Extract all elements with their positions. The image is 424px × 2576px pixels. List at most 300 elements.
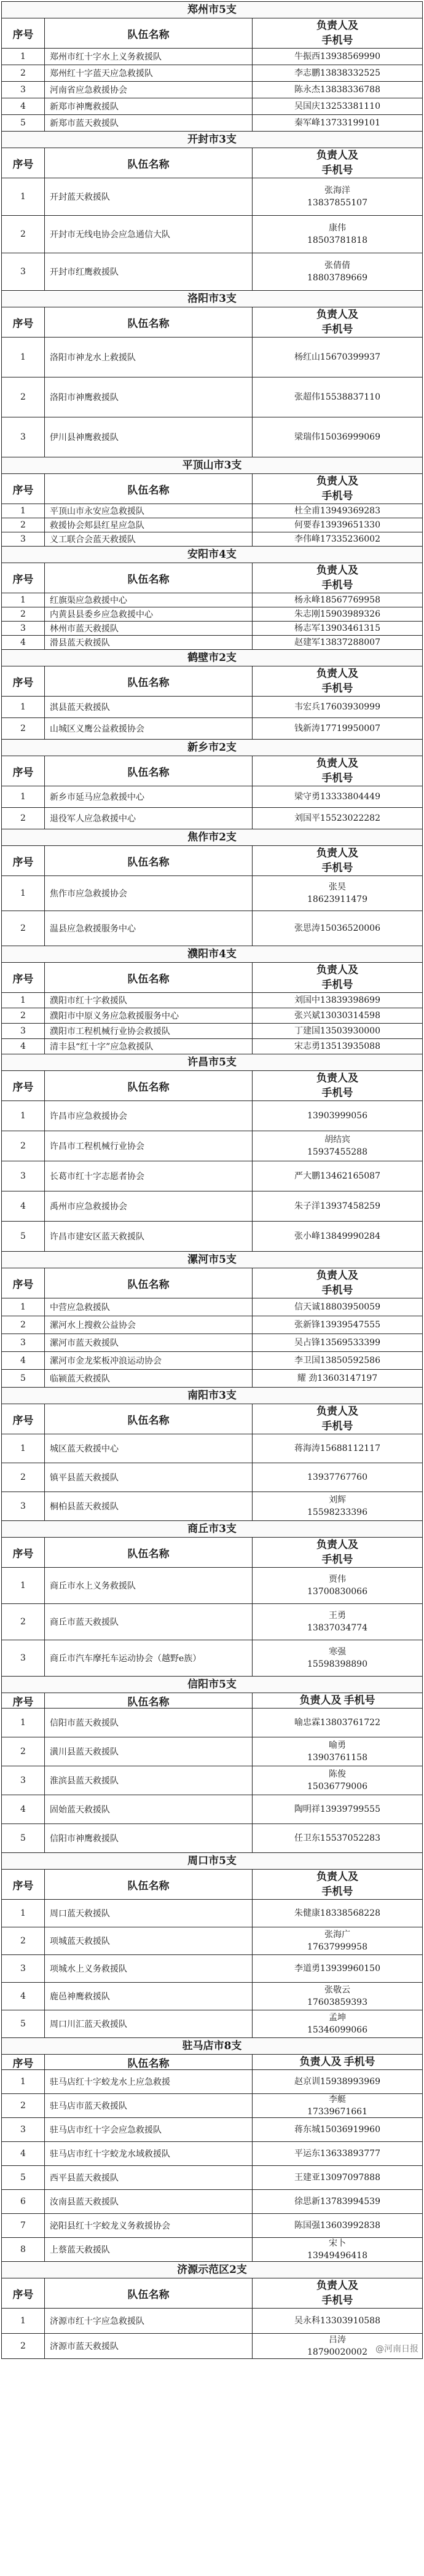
- table-row: [2, 377, 422, 417]
- table-row: [2, 2189, 422, 2213]
- row-team: 固始蓝天救援队: [45, 1795, 253, 1823]
- row-team: 驻马店市红十字蛟龙水域救援队: [45, 2142, 253, 2165]
- table-row: [2, 1038, 422, 1054]
- row-contact: [253, 178, 422, 215]
- city-section: [2, 739, 422, 829]
- header-team: 队伍名称: [45, 148, 253, 178]
- row-team: 许昌市工程机械行业协会: [45, 1131, 253, 1161]
- row-contact: [253, 2142, 422, 2165]
- contact-text: 李志鹏13838332525: [294, 68, 380, 78]
- header-contact-line2: 手机号: [321, 34, 353, 47]
- row-contact: [253, 1316, 422, 1333]
- row-contact: [253, 1709, 422, 1737]
- row-contact: [253, 1604, 422, 1640]
- row-seq: 2: [2, 911, 45, 946]
- city-section: [2, 2, 422, 131]
- contact-phone: 13700830066: [307, 1587, 367, 1597]
- row-seq: 2: [2, 1463, 45, 1491]
- row-seq: 3: [2, 622, 45, 635]
- row-seq: 1: [2, 2070, 45, 2093]
- row-team: 驻马店红十字蛟龙水上应急救援: [45, 2070, 253, 2093]
- table-row: [2, 717, 422, 739]
- contact-phone: 17339671661: [307, 2107, 367, 2117]
- row-seq: 1: [2, 1434, 45, 1463]
- table-row: [2, 1333, 422, 1351]
- header-contact-line1: 负责人及: [316, 964, 358, 976]
- row-seq: 1: [2, 178, 45, 215]
- table-row: [2, 1491, 422, 1520]
- contact-text: 吴国庆13253381110: [294, 101, 380, 111]
- row-team: 开封蓝天救援队: [45, 178, 253, 215]
- row-contact: [253, 1222, 422, 1251]
- row-seq: 2: [2, 1737, 45, 1766]
- row-seq: 2: [2, 1927, 45, 1954]
- row-seq: 2: [2, 607, 45, 621]
- row-contact: [253, 911, 422, 946]
- table-row: [2, 253, 422, 290]
- table-header: [2, 1537, 422, 1567]
- header-contact-line2: 手机号: [321, 1886, 353, 1898]
- row-seq: 2: [2, 216, 45, 253]
- row-contact: [253, 518, 422, 532]
- contact-text: 韦宏兵17603930999: [294, 702, 380, 712]
- row-contact: [253, 1131, 422, 1161]
- row-team: 驻马店市蓝天救援队: [45, 2094, 253, 2117]
- table-header: [2, 1404, 422, 1434]
- row-team: 鹿邑神鹰救援队: [45, 1983, 253, 2010]
- header-contact: [253, 1404, 422, 1434]
- row-seq: 4: [2, 1039, 45, 1054]
- city-section: [2, 131, 422, 290]
- header-seq: 序号: [2, 666, 45, 696]
- contact-name: 寒强: [329, 1647, 346, 1657]
- table-row: [2, 504, 422, 518]
- header-seq: 序号: [2, 1538, 45, 1567]
- header-contact: [253, 2055, 422, 2069]
- header-contact: [253, 1268, 422, 1298]
- header-contact-line1: 负责人及: [316, 20, 358, 32]
- row-team: 潢川县蓝天救援队: [45, 1737, 253, 1766]
- table-header: [2, 18, 422, 48]
- city-title: 平顶山市3支: [2, 457, 422, 473]
- contact-phone: 王建亚13097097888: [294, 2173, 380, 2183]
- row-seq: 2: [2, 718, 45, 739]
- row-team: 河南省应急救援协会: [45, 82, 253, 98]
- header-contact-line1: 负责人及: [316, 1871, 358, 1883]
- row-team: 郑州市红十字水上义务救援队: [45, 49, 253, 65]
- row-seq: 1: [2, 786, 45, 807]
- header-seq: 序号: [2, 474, 45, 504]
- row-team: 滑县蓝天救援队: [45, 636, 253, 649]
- row-seq: 5: [2, 1370, 45, 1387]
- city-title: 南阳市3支: [2, 1388, 422, 1404]
- table-header: [2, 307, 422, 337]
- header-team: 队伍名称: [45, 963, 253, 992]
- row-seq: 4: [2, 1191, 45, 1221]
- city-title: 周口市5支: [2, 1853, 422, 1869]
- header-seq: 序号: [2, 1071, 45, 1100]
- contact-name: 陈俊: [329, 1769, 346, 1779]
- header-contact-line1: 负责人及: [316, 1072, 358, 1085]
- contact-text: 张兴斌13030314598: [294, 1011, 380, 1021]
- contact-text: 吴占锋13569533399: [294, 1338, 380, 1348]
- header-seq: 序号: [2, 2055, 45, 2069]
- contact-text: 朱志刚15903989326: [294, 609, 380, 619]
- table-row: [2, 2141, 422, 2165]
- header-seq: 序号: [2, 846, 45, 875]
- table-row: [2, 532, 422, 546]
- header-contact: [253, 1538, 422, 1567]
- contact-text: 钱新涛17719950007: [294, 724, 380, 733]
- table-row: [2, 1766, 422, 1795]
- city-section: [2, 1676, 422, 1852]
- row-team: 漯河市蓝天救援队: [45, 1334, 253, 1351]
- row-team: 洛阳市神鹰救援队: [45, 377, 253, 417]
- row-contact: [253, 1008, 422, 1023]
- row-contact: [253, 1191, 422, 1221]
- contact-text: 何要春13939651330: [294, 520, 380, 530]
- row-contact: [253, 718, 422, 739]
- row-contact: [253, 49, 422, 65]
- table-header: [2, 2278, 422, 2308]
- city-section: [2, 2037, 422, 2261]
- row-team: 信阳市神鹰救援队: [45, 1824, 253, 1852]
- contact-text: 杜全甫13949369283: [294, 506, 380, 516]
- table-row: [2, 1008, 422, 1023]
- contact-phone: 18803789669: [307, 273, 367, 283]
- header-seq: 序号: [2, 307, 45, 337]
- table-row: [2, 417, 422, 457]
- row-team: 洛阳市神龙水上救援队: [45, 338, 253, 377]
- row-team: 红旗渠应急救援中心: [45, 593, 253, 607]
- row-contact: [253, 1492, 422, 1520]
- header-contact-line2: 手机号: [321, 323, 353, 336]
- contact-name: 贾伟: [329, 1574, 346, 1584]
- row-contact: [253, 1101, 422, 1131]
- row-team: 濮阳市中原义务应急救援服务中心: [45, 1008, 253, 1023]
- city-section: [2, 457, 422, 546]
- table-header: [2, 563, 422, 593]
- table-row: [2, 1191, 422, 1221]
- header-team: 队伍名称: [45, 2278, 253, 2308]
- contact-text: 杨志军13903461315: [294, 623, 380, 633]
- row-seq: 5: [2, 115, 45, 131]
- contact-phone: 18623911479: [307, 895, 367, 904]
- table-row: [2, 1351, 422, 1369]
- contact-phone: 15598233396: [307, 1507, 367, 1517]
- row-team: 商丘市汽车摩托车运动协会（越野e族）: [45, 1640, 253, 1676]
- city-section: [2, 1054, 422, 1251]
- header-contact: [253, 307, 422, 337]
- table-row: [2, 2165, 422, 2189]
- row-contact: [253, 1039, 422, 1054]
- table-header: [2, 1268, 422, 1298]
- header-team: 队伍名称: [45, 1268, 253, 1298]
- row-team: 淮滨县蓝天救援队: [45, 1766, 253, 1795]
- row-contact: [253, 2309, 422, 2333]
- table-row: [2, 635, 422, 649]
- table-row: [2, 2010, 422, 2037]
- row-contact: [253, 65, 422, 81]
- contact-name: 张昊: [329, 882, 346, 892]
- table-row: [2, 1823, 422, 1852]
- city-section: [2, 546, 422, 649]
- table-row: [2, 1899, 422, 1927]
- row-team: 西平县蓝天救援队: [45, 2166, 253, 2189]
- row-seq: 4: [2, 1352, 45, 1369]
- row-seq: 1: [2, 504, 45, 518]
- row-contact: [253, 636, 422, 649]
- row-team: 新乡市延马应急救援中心: [45, 786, 253, 807]
- row-seq: 4: [2, 636, 45, 649]
- header-seq: 序号: [2, 563, 45, 593]
- row-contact: [253, 82, 422, 98]
- row-team: 山城区义鹰公益救援协会: [45, 718, 253, 739]
- table-header: [2, 666, 422, 696]
- header-contact: [253, 1870, 422, 1899]
- table-header: [2, 1693, 422, 1708]
- row-seq: 2: [2, 1604, 45, 1640]
- contact-phone: 15346099066: [307, 2025, 367, 2035]
- table-row: [2, 1927, 422, 1954]
- contact-text: 陈永杰13838336788: [294, 85, 380, 95]
- table-row: [2, 178, 422, 215]
- header-contact-line2: 手机号: [321, 1554, 353, 1566]
- row-seq: 3: [2, 82, 45, 98]
- contact-phone: 张小峰13849990284: [294, 1231, 380, 1241]
- row-team: 中营应急救援队: [45, 1298, 253, 1316]
- table-row: [2, 2117, 422, 2141]
- header-seq: 序号: [2, 1268, 45, 1298]
- row-contact: [253, 1434, 422, 1463]
- header-seq: 序号: [2, 1693, 45, 1708]
- header-seq: 序号: [2, 1870, 45, 1899]
- contact-phone: 13903761158: [307, 1753, 367, 1763]
- table-row: [2, 607, 422, 621]
- city-title: 濮阳市4支: [2, 946, 422, 962]
- header-contact: [253, 2278, 422, 2308]
- row-team: 救援协会郏县红星应急队: [45, 518, 253, 532]
- row-contact: [253, 532, 422, 546]
- contact-text: 李卫国13850592586: [294, 1356, 380, 1365]
- city-section: [2, 1387, 422, 1520]
- header-contact-line1: 负责人及: [316, 564, 358, 577]
- row-seq: 6: [2, 2190, 45, 2213]
- table-row: [2, 1023, 422, 1038]
- row-seq: 3: [2, 1766, 45, 1795]
- row-team: 退役军人应急救援中心: [45, 808, 253, 829]
- contact-name: 张敬云: [324, 1985, 350, 1995]
- table-header: [2, 756, 422, 786]
- row-contact: [253, 786, 422, 807]
- row-contact: [253, 1640, 422, 1676]
- contact-name: 喻勇: [329, 1740, 346, 1750]
- contact-text: 梁守勇13333804449: [294, 792, 380, 802]
- row-contact: [253, 1334, 422, 1351]
- row-team: 济源市蓝天救援队: [45, 2334, 253, 2358]
- header-contact-line1: 负责人及: [316, 668, 358, 680]
- row-team: 平顶山市永安应急救援队: [45, 504, 253, 518]
- header-seq: 序号: [2, 963, 45, 992]
- table-header: [2, 2054, 422, 2069]
- table-row: [2, 114, 422, 131]
- row-seq: 1: [2, 593, 45, 607]
- row-seq: 1: [2, 1709, 45, 1737]
- row-contact: [253, 115, 422, 131]
- contact-text: 刘国平15523022282: [294, 813, 380, 823]
- header-contact-line1: 负责人及: [316, 1539, 358, 1551]
- watermark-text: @河南日报: [375, 2344, 418, 2354]
- header-team: 队伍名称: [45, 1870, 253, 1899]
- table-row: [2, 2333, 422, 2358]
- table-row: [2, 337, 422, 377]
- table-row: [2, 1603, 422, 1640]
- row-contact: [253, 808, 422, 829]
- table-row: [2, 1567, 422, 1603]
- table-row: [2, 81, 422, 98]
- row-contact: [253, 1463, 422, 1491]
- contact-phone: 蒋东城15036919960: [294, 2125, 380, 2135]
- city-title: 焦作市2支: [2, 829, 422, 845]
- row-seq: 3: [2, 2118, 45, 2141]
- row-contact: [253, 1352, 422, 1369]
- header-team: 队伍名称: [45, 1538, 253, 1567]
- row-team: 林州市蓝天救援队: [45, 622, 253, 635]
- row-team: 泌阳县红十字蛟龙义务救援协会: [45, 2214, 253, 2237]
- header-contact-line2: 手机号: [321, 682, 353, 695]
- table-row: [2, 1982, 422, 2010]
- row-contact: [253, 1900, 422, 1927]
- contact-text: 张新锋13939547555: [294, 1320, 380, 1330]
- header-team: 队伍名称: [45, 1404, 253, 1434]
- row-team: 项城水上义务救援队: [45, 1955, 253, 1982]
- row-team: 淇县蓝天救援队: [45, 697, 253, 717]
- row-seq: 1: [2, 876, 45, 911]
- row-contact: [253, 697, 422, 717]
- row-seq: 2: [2, 377, 45, 417]
- contact-name: 张海洋: [324, 186, 350, 196]
- header-team: 队伍名称: [45, 756, 253, 786]
- row-team: 濮阳市红十字救援队: [45, 993, 253, 1008]
- table-row: [2, 1298, 422, 1316]
- header-contact-line2: 手机号: [321, 490, 353, 502]
- row-contact: [253, 2070, 422, 2093]
- row-seq: 1: [2, 1298, 45, 1316]
- header-contact: [253, 18, 422, 48]
- contact-phone: 17603859393: [307, 1997, 367, 2007]
- row-seq: 2: [2, 1316, 45, 1333]
- row-team: 开封市无线电协会应急通信大队: [45, 216, 253, 253]
- row-seq: 3: [2, 532, 45, 546]
- contact-text: 耀 劲13603147197: [297, 1373, 378, 1383]
- row-contact: [253, 2214, 422, 2237]
- row-contact: [253, 1927, 422, 1954]
- city-section: [2, 946, 422, 1054]
- row-seq: 1: [2, 697, 45, 717]
- city-section: [2, 290, 422, 457]
- table-row: [2, 215, 422, 253]
- row-team: 开封市红鹰救援队: [45, 253, 253, 290]
- row-seq: 5: [2, 2010, 45, 2037]
- header-contact: [253, 1071, 422, 1100]
- header-contact: [253, 756, 422, 786]
- table-header: [2, 1070, 422, 1100]
- contact-name: 康伟: [329, 223, 346, 233]
- contact-name: 王勇: [329, 1611, 346, 1621]
- row-contact: [253, 1795, 422, 1823]
- header-contact: [253, 666, 422, 696]
- table-row: [2, 2237, 422, 2261]
- contact-name: 李艇: [329, 2095, 346, 2104]
- header-contact: [253, 846, 422, 875]
- city-section: [2, 2261, 422, 2358]
- row-seq: 2: [2, 2094, 45, 2117]
- row-contact: [253, 253, 422, 290]
- row-seq: 1: [2, 338, 45, 377]
- table-row: [2, 1221, 422, 1251]
- row-seq: 1: [2, 2309, 45, 2333]
- row-team: 温县应急救援服务中心: [45, 911, 253, 946]
- table-row: [2, 1954, 422, 1982]
- row-team: 郑州红十字蓝天应急救援队: [45, 65, 253, 81]
- table-row: [2, 48, 422, 65]
- header-contact-line1: 负责人及: [316, 2280, 358, 2292]
- row-contact: [253, 338, 422, 377]
- header-team: 队伍名称: [45, 2055, 253, 2069]
- contact-phone: 喻忠霖13803761722: [294, 1718, 380, 1728]
- row-seq: 1: [2, 993, 45, 1008]
- header-contact-line2: 手机号: [321, 979, 353, 991]
- row-team: 内黄县县委乡应急救援中心: [45, 607, 253, 621]
- row-seq: 1: [2, 1900, 45, 1927]
- row-contact: [253, 993, 422, 1008]
- header-contact-line2: 手机号: [321, 862, 353, 874]
- row-team: 商丘市水上义务救援队: [45, 1568, 253, 1603]
- row-team: 漯河水上搜救公益协会: [45, 1316, 253, 1333]
- contact-name: 孟坤: [329, 2013, 346, 2023]
- header-contact-line2: 手机号: [344, 2056, 375, 2068]
- row-contact: [253, 2010, 422, 2037]
- row-seq: 2: [2, 65, 45, 81]
- row-seq: 3: [2, 1492, 45, 1520]
- table-row: [2, 1316, 422, 1333]
- contact-phone: 蒋海涛15688112117: [294, 1444, 380, 1453]
- row-contact: [253, 1737, 422, 1766]
- contact-text: 丁建国13503930000: [294, 1026, 380, 1036]
- row-contact: [253, 1568, 422, 1603]
- table-header: [2, 962, 422, 992]
- row-seq: 3: [2, 1640, 45, 1676]
- contact-phone: 朱子洋13937458259: [294, 1201, 380, 1211]
- table-row: [2, 786, 422, 807]
- row-team: 城区蓝天救援中心: [45, 1434, 253, 1463]
- city-title: 鹤壁市2支: [2, 650, 422, 666]
- contact-phone: 李道勇13939960150: [294, 1964, 380, 1973]
- contact-phone: 平运东13633893777: [294, 2149, 380, 2159]
- row-contact: [253, 504, 422, 518]
- row-team: 焦作市应急救援协会: [45, 876, 253, 911]
- row-team: 商丘市蓝天救援队: [45, 1604, 253, 1640]
- contact-name: 宋卜: [329, 2238, 346, 2248]
- header-team: 队伍名称: [45, 1071, 253, 1100]
- header-team: 队伍名称: [45, 666, 253, 696]
- city-section: [2, 829, 422, 946]
- row-seq: 1: [2, 1568, 45, 1603]
- city-section: [2, 1520, 422, 1676]
- header-contact-line1: 负责人及: [299, 1694, 342, 1707]
- header-contact: [253, 563, 422, 593]
- row-seq: 4: [2, 98, 45, 114]
